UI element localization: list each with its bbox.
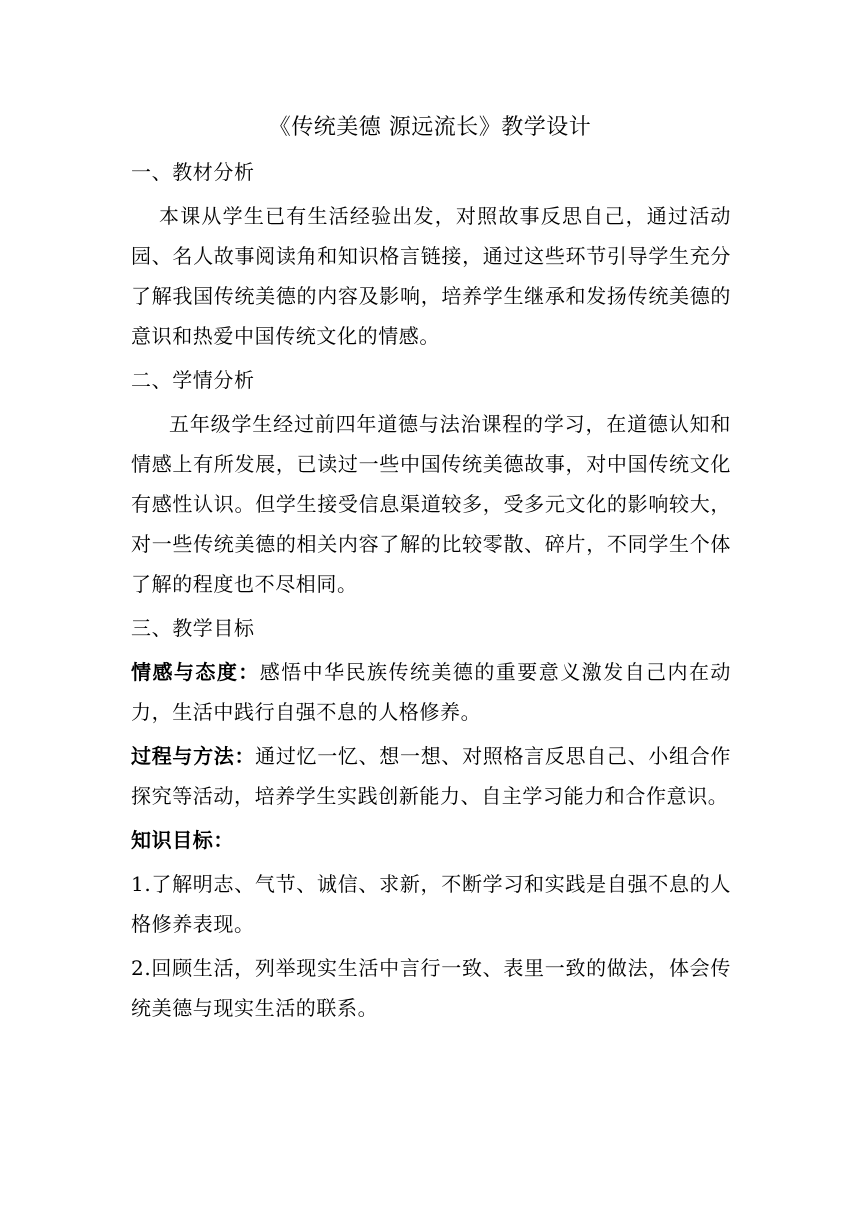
document-title: 《传统美德 源远流长》教学设计 bbox=[268, 115, 592, 140]
goal-emotion-label: 情感与态度： bbox=[131, 660, 260, 684]
goal-process-label: 过程与方法： bbox=[131, 744, 256, 768]
knowledge-item-2: 2.回顾生活，列举现实生活中言行一致、表里一致的做法，体会传统美德与现实生活的联系。 bbox=[131, 956, 731, 1020]
textbook-analysis-paragraph: 本课从学生已有生活经验出发，对照故事反思自己，通过活动园、名人故事阅读角和知识格言链接，通过这些环节引导学生充分了解我国传统美德的内容及影响，培养学生继承和发扬传统美德的意识和热爱中国传统文化的情感。 bbox=[131, 204, 731, 348]
goal-process-text: 通过忆一忆、想一想、对照格言反思自己、小组合作探究等活动，培养学生实践创新能力、自主学习能力和合作意识。 bbox=[131, 744, 731, 808]
section-heading-teaching-goals: 三、教学目标 bbox=[131, 616, 255, 640]
document-content bbox=[131, 152, 731, 1032]
goal-process bbox=[131, 736, 731, 816]
section-heading-textbook-analysis: 一、教材分析 bbox=[131, 160, 255, 184]
section-heading-student-analysis: 二、学情分析 bbox=[131, 368, 255, 392]
knowledge-item-1: 1.了解明志、气节、诚信、求新，不断学习和实践是自强不息的人格修养表现。 bbox=[131, 872, 731, 936]
student-analysis-paragraph: 五年级学生经过前四年道德与法治课程的学习，在道德认知和情感上有所发展，已读过一些中国传统美德故事，对中国传统文化有感性认识。但学生接受信息渠道较多，受多元文化的影响较大，对一些传统美德的相关内容了解的比较零散、碎片，不同学生个体了解的程度也不尽相同。 bbox=[131, 412, 731, 596]
goal-emotion-text: 感悟中华民族传统美德的重要意义激发自己内在动力，生活中践行自强不息的人格修养。 bbox=[131, 660, 731, 724]
goal-emotion bbox=[131, 652, 731, 732]
goal-knowledge bbox=[131, 820, 731, 860]
goal-knowledge-label: 知识目标： bbox=[131, 828, 234, 852]
